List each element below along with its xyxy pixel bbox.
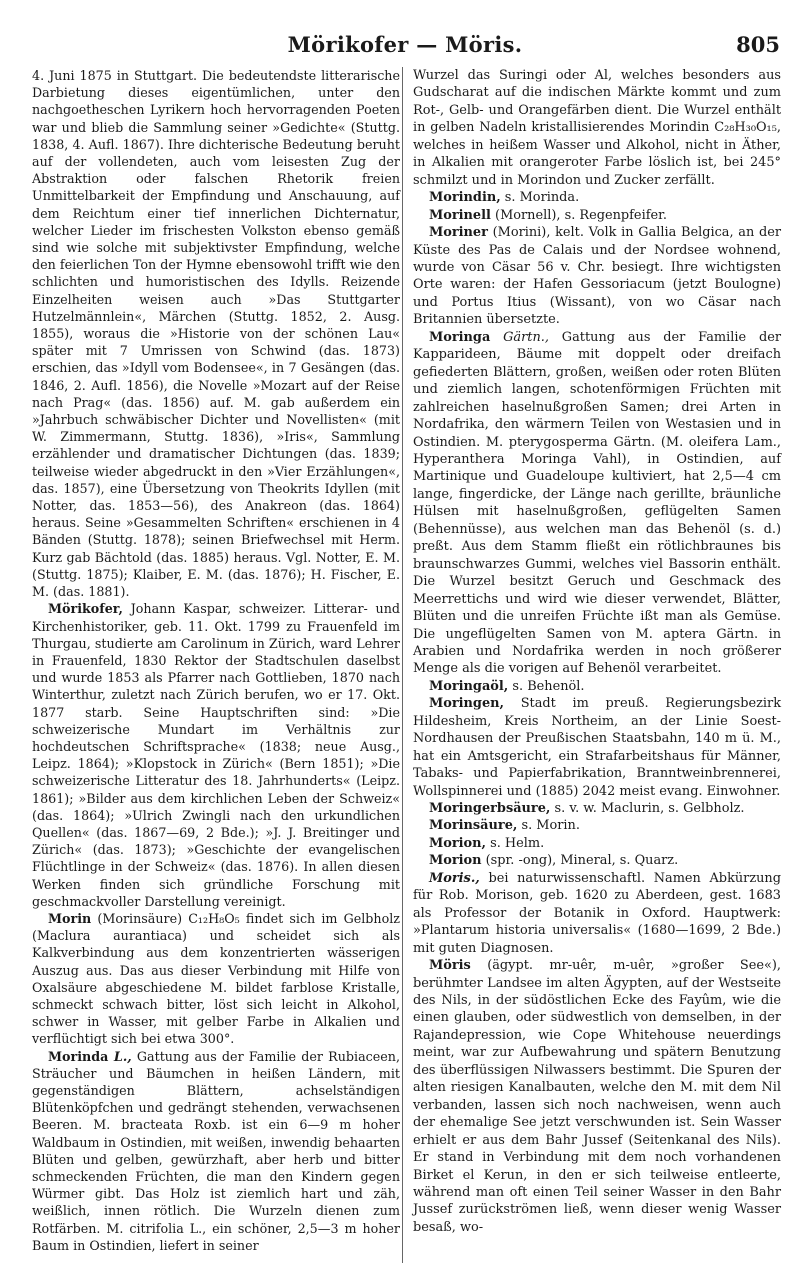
entry-headword: Moringa [429, 329, 491, 345]
entry-text: Wurzel das Suringi oder Al, welches besonders aus Gudscharat auf die indischen Märkte kommt und zum Rot-, Gelb- und Orangefärben dient. Die Wurzel enthält in gelben Nadeln kristallisierendes Morindin C₂₈H₃₀O₁₅, welches in heißem Wasser und Alkohol, nicht in Äther, in Alkalien mit orangeroter Farbe löslich ist, bei 245° schmilzt und in Morindon und Zucker zerfällt. [413, 68, 781, 188]
entry-text: (Morini), kelt. Volk in Gallia Belgica, an der Küste des Pas de Calais und der Nordsee wohnend, wurde von Cäsar 56 v. Chr. besiegt. Ihre wichtigsten Orte waren: der Hafen Gessoriacum (jetzt Boulogne) und Portus Itius (Wissant), von wo Cäsar nach Britannien übersetzte. [413, 225, 781, 328]
entry-headword: Moris., [429, 870, 480, 886]
entry-text: (spr. -ong), Mineral, s. Quarz. [481, 853, 679, 869]
entry-text: (Morinsäure) C₁₂H₈O₅ findet sich im Gelbholz (Maclura aurantiaca) und scheidet sich als Kalkverbindung aus dem konzentrierten wässerigen Auszug aus. Das aus dieser Verbindung mit Hilfe von Oxalsäure abgeschiedene M. bildet farblose Kristalle, schmeckt schwach bitter, löst sich leicht in Alkohol, schwer in Wasser, mit gelber Farbe in Alkalien und verflüchtigt sich bei etwa 300°. [32, 910, 400, 1047]
entry-text: (Mornell), s. Regenpfeifer. [490, 207, 667, 223]
entry-text: s. Morinda. [500, 190, 580, 206]
entry-text: s. v. w. Maclurin, s. Gelbholz. [550, 801, 745, 817]
entry-morinsaeure [413, 817, 781, 834]
entry-morion-mineral [413, 852, 781, 869]
entry-headword: Morinsäure, [429, 818, 518, 834]
entry-morion-helm [413, 835, 781, 852]
right-column [413, 67, 781, 1236]
entry-moringa [413, 329, 781, 678]
entry-headword: Morion, [429, 835, 487, 851]
entry-headword: Morinell [429, 207, 491, 223]
entry-text: bei naturwissenschaftl. Namen Abkürzung für Rob. Morison, geb. 1620 zu Aberdeen, gest. 1683 als Professor der Botanik in Oxford. Hauptwerk: »Plantarum historia universalis« (1680—1699, 2 Bde.) mit guten Diagnosen. [413, 870, 781, 956]
entry-text: s. Helm. [486, 835, 545, 851]
page-number: 805 [736, 32, 780, 57]
page-header [30, 32, 780, 60]
entry-headword: Moriner [429, 225, 488, 241]
left-column [32, 67, 400, 1254]
entry-moringen [413, 695, 781, 800]
entry-headword: Morin [48, 910, 92, 926]
entry-moringaoel [413, 678, 781, 695]
entry-morin [32, 910, 400, 1048]
entry-text: s. Morin. [517, 818, 580, 834]
entry-moris-abbr [413, 870, 781, 957]
entry-headword: Mörikofer, [48, 601, 123, 617]
entry-morinell [413, 207, 781, 224]
entry-moringerbsaeure [413, 800, 781, 817]
entry-text: Gattung aus der Familie der Rubiaceen, Sträucher und Bäumchen in heißen Ländern, mit gegenständigen Blättern, achselständigen Blütenköpfchen und gedrängt stehenden, verwachsenen Beeren. M. bracteata Roxb. ist ein 6—9 m hoher Waldbaum in Ostindien, mit weißen, inwendig behaarten Blüten und gelben, gewürzhaft, aber herb und bitter schmeckenden Früchten, die man den Kindern gegen Würmer gibt. Das Holz ist ziemlich hart und zäh, weißlich, innen rötlich. Die Wurzeln dienen zum Rotfärben. M. citrifolia L., ein schöner, 2,5—3 m hoher Baum in Ostindien, liefert in seiner [32, 1048, 400, 1253]
entry-moriner [413, 224, 781, 329]
entry-headword: Morion [429, 853, 482, 869]
entry-headword: Morindin, [429, 190, 501, 206]
entry-text: Stadt im preuß. Regierungsbezirk Hildesheim, Kreis Northeim, an der Linie Soest-Nordhausen der Preußischen Staatsbahn, 140 m ü. M., hat ein Amtsgericht, ein Strafarbeitshaus für Männer, Tabaks- und Papierfabrikation, Branntweinbrennerei, Wollspinnerei und (1885) 2042 meist evang. Einwohner. [413, 696, 781, 799]
entry-text: Gattung aus der Familie der Kapparideen, Bäume mit doppelt oder dreifach gefiederten Blättern, großen, weißen oder roten Blüten und ziemlich langen, schotenförmigen Früchten mit zahlreichen haselnußgroßen Samen; drei Arten in Nordafrika, den wärmern Teilen von Westasien und in Ostindien. M. pterygosperma Gärtn. (M. oleifera Lam., Hyperanthera Moringa Vahl), in Ostindien, auf Martinique und Guadeloupe kultiviert, hat 2,5—4 cm lange, fingerdicke, der Länge nach gerillte, bräunliche Hülsen mit haselnußgroßen, geflügelten Samen (Behennüsse), aus welchen man das Behenöl (s. d.) preßt. Aus dem Stamm fließt ein rötlichbraunes bis braunschwarzes Gummi, welches viel Bassorin enthält. Die Wurzel besitzt Geruch und Geschmack des Meerrettichs und wird wie dieser verwendet, Blätter, Blüten und die unreifen Früchte ißt man als Gemüse. Die ungeflügelten Samen von M. aptera Gärtn. in Arabien und Nordafrika werden in noch größerer Menge als die vorigen auf Behenöl verarbeitet. [413, 329, 782, 677]
entry-text: s. Behenöl. [508, 678, 585, 694]
entry-text: (ägypt. mr-uêr, m-uêr, »großer See«), berühmter Landsee im alten Ägypten, auf der Westseite des Nils, in der südöstlichen Ecke des Fayûm, wie die einen glauben, oder südwestlich von demselben, in der Rajandepression, wie Cope Whitehouse neuerdings meint, war zur Aufbewahrung und spätern Benutzung des überflüssigen Nilwassers bestimmt. Die Spuren der alten riesigen Kanalbauten, welche den M. mit dem Nil verbanden, lassen sich noch nachweisen, wenn auch der ehemalige See jetzt verschwunden ist. Sein Wasser erhielt er aus dem Bahr Jussef (Seitenkanal des Nils). Er stand in Verbindung mit dem noch vorhandenen Birket el Kerun, in den er sich teilweise entleerte, während man oft einen Teil seiner Wasser in den Bahr Jussef zurückströmen ließ, wenn dieser wenig Wasser besaß, wo- [413, 958, 781, 1235]
entry-moeris [413, 957, 781, 1236]
running-title: Mörikofer — Möris. [287, 32, 523, 57]
column-divider [402, 67, 403, 1263]
entry-text: 4. Juni 1875 in Stuttgart. Die bedeutendste litterarische Darbietung dieses eigentümlichen, unter den nachgoetheschen Lyrikern hoch hervorragenden Poeten war und blieb die Sammlung seiner »Gedichte« (Stuttg. 1838, 4. Aufl. 1867). Ihre dichterische Bedeutung beruht auf der vollendeten, auch vom leisesten Zug der Abstraktion oder falschen Rhetorik freien Unmittelbarkeit der Empfindung und Anschauung, auf dem Reichtum einer tief innerlichen Dichternatur, welcher Lieder im frischesten Volkston ebenso gemäß sind wie solche mit subjektivster Empfindung, welche den feierlichen Ton der Hymne ebensowohl trifft wie den schlichten und humoristischen des Idylls. Reizende Einzelheiten weisen auch »Das Stuttgarter Hutzelmännlein«, Märchen (Stuttg. 1852, 2. Ausg. 1855), woraus die »Historie von der schönen Lau« später mit 7 Umrissen von Schwind (das. 1873) erschien, das »Idyll vom Bodensee«, in 7 Gesängen (das. 1846, 2. Aufl. 1856), die Novelle »Mozart auf der Reise nach Prag« (das. 1856) auf. M. gab außerdem ein »Jahrbuch schwäbischer Dichter und Novellisten« (mit W. Zimmermann, Stuttg. 1836), »Iris«, Sammlung erzählender und dramatischer Dichtungen (das. 1839; teilweise wieder abgedruckt in den »Vier Erzählungen«, das. 1857), eine Übersetzung von Theokrits Idyllen (mit Notter, das. 1853—56), des Anakreon (das. 1864) heraus. Seine »Gesammelten Schriften« erschienen in 4 Bänden (Stuttg. 1878); seinen Briefwechsel mit Herm. Kurz gab Bächtold (das. 1885) heraus. Vgl. Notter, E. M. (Stuttg. 1875); Klaiber, E. M. (das. 1876); H. Fischer, E. M. (das. 1881). [32, 68, 400, 600]
entry-text: Johann Kaspar, schweizer. Litterar- und Kirchenhistoriker, geb. 11. Okt. 1799 zu Frauenfeld im Thurgau, studierte am Carolinum in Zürich, ward Lehrer in Frauenfeld, 1830 Rektor der Stadtschulen daselbst und wurde 1853 als Pfarrer nach Gottlieben, 1870 nach Winterthur, zuletzt nach Zürich berufen, wo er 17. Okt. 1877 starb. Seine Hauptschriften sind: »Die schweizerische Mundart im Verhältnis zur hochdeutschen Schriftsprache« (1838; neue Ausg., Leipz. 1864); »Klopstock in Zürich« (Bern 1851); »Die schweizerische Litteratur des 18. Jahrhunderts« (Leipz. 1861); »Bilder aus dem kirchlichen Leben der Schweiz« (das. 1864); »Ulrich Zwingli nach den urkundlichen Quellen« (das. 1867—69, 2 Bde.); »J. J. Breitinger und Zürich« (das. 1873); »Geschichte der evangelischen Flüchtlinge in der Schweiz« (das. 1876). In allen diesen Werken finden sich gründliche Forschung mit geschmackvoller Darstellung vereinigt. [32, 601, 400, 909]
entry-author: L., [108, 1048, 132, 1064]
entry-headword: Moringaöl, [429, 678, 509, 694]
entry-headword: Morinda [48, 1048, 109, 1064]
entry-author: Gärtn., [490, 329, 549, 345]
entry-morinda [32, 1048, 400, 1254]
entry-morindin [413, 189, 781, 206]
entry-moerikofer [32, 600, 400, 910]
entry-headword: Moringen, [429, 696, 505, 712]
entry-headword: Moringerbsäure, [429, 801, 551, 817]
entry-headword: Möris [429, 958, 471, 974]
